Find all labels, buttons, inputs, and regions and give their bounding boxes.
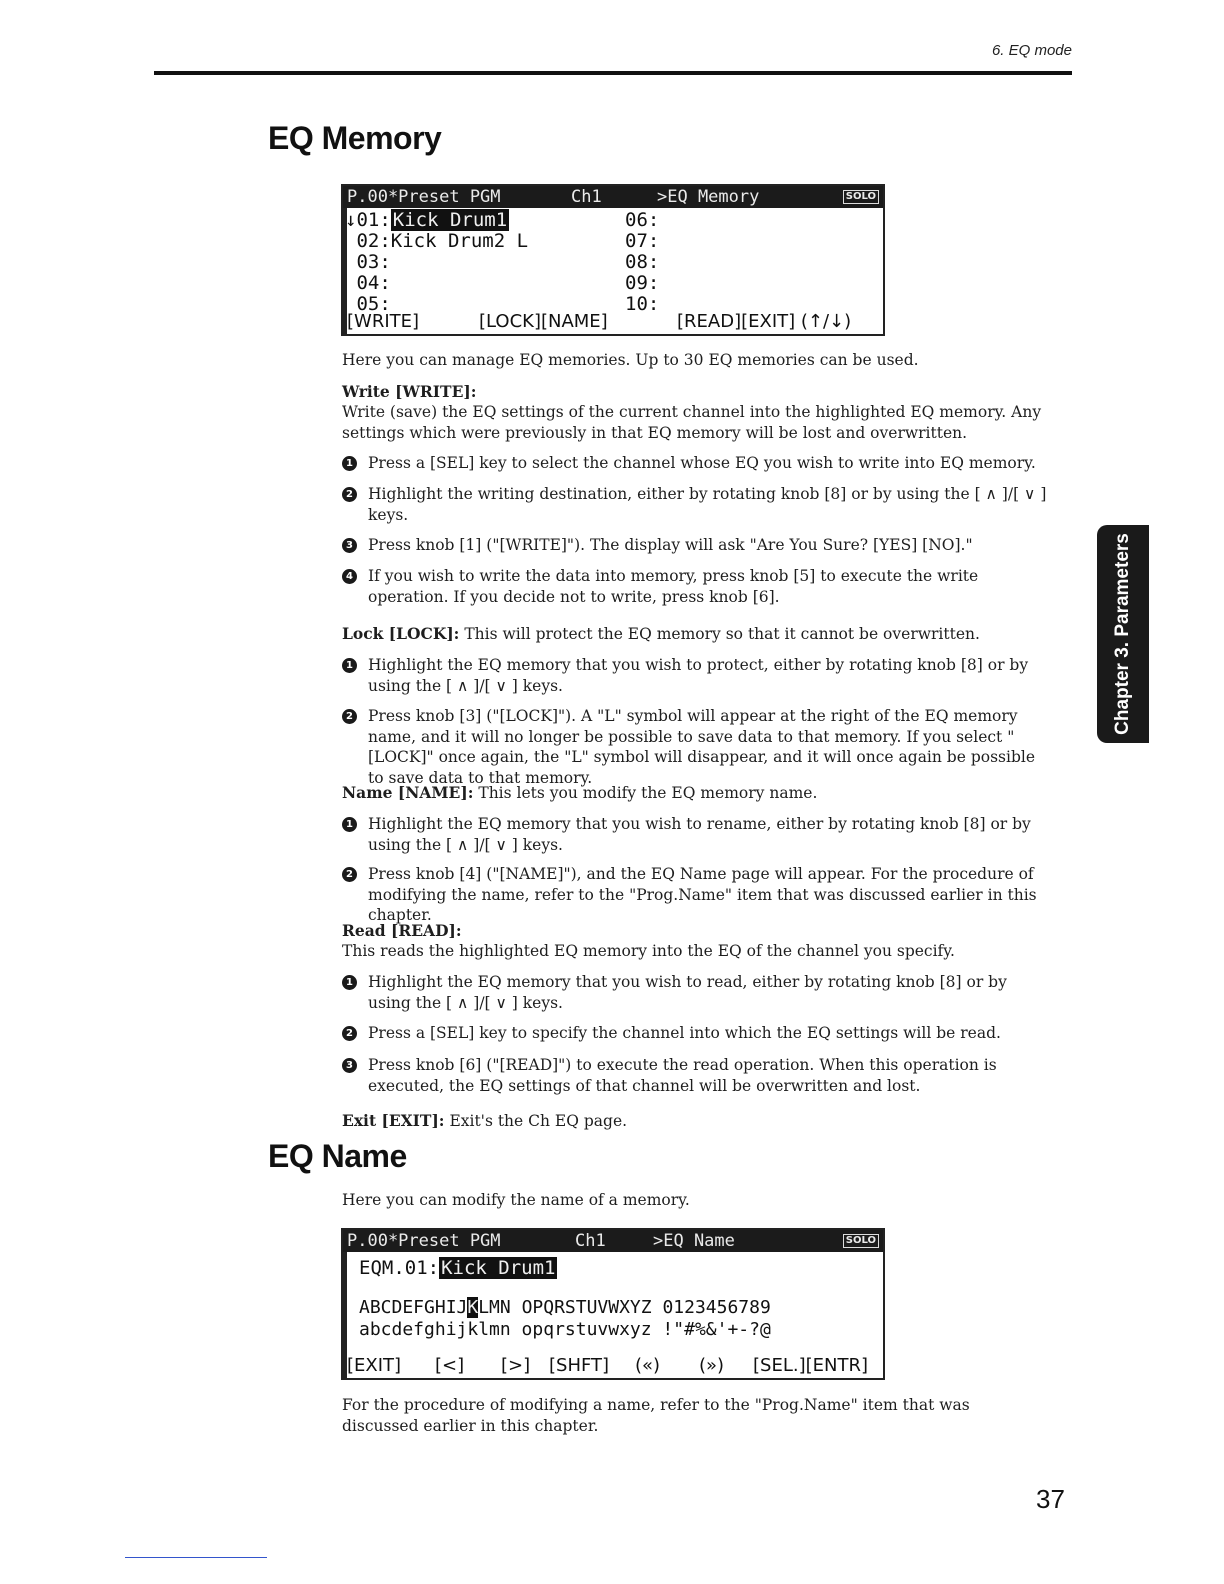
cursor-left-softkey[interactable]: [<] [435, 1355, 465, 1376]
read-step-1: 1 Highlight the EQ memory that you wish to read, either by rotating knob [8] or by using the [ ∧ ]/[ ∨ ] keys. [342, 972, 1050, 1013]
eq-memory-slot-09[interactable]: 09: [625, 272, 660, 294]
eq-name-intro: Here you can modify the name of a memory. [342, 1191, 690, 1209]
lcd-channel: Ch1 [575, 1231, 606, 1251]
eq-name-title: EQ Name [268, 1138, 407, 1174]
slot-label: 02: [345, 230, 391, 252]
slot-label: ↓01: [345, 209, 391, 231]
eq-memory-slot-06[interactable]: 06: [625, 209, 660, 231]
write-step-1: 1 Press a [SEL] key to select the channel whose EQ you wish to write into EQ memory. [342, 453, 1050, 474]
chapter-side-tab: Chapter 3. Parameters [1097, 525, 1149, 743]
name-value: Kick Drum1 [441, 1257, 556, 1279]
slot-name-highlighted: Kick Drum1 [392, 209, 508, 231]
lcd-page-name: >EQ Memory [657, 187, 760, 207]
exit-softkey[interactable]: [EXIT] [347, 1355, 402, 1376]
lowercase-char-row[interactable]: abcdefghijklmn opqrstuvwxyz !"#%&'+-?@ [359, 1319, 771, 1340]
write-description: Write (save) the EQ settings of the current channel into the highlighted EQ memory. Any settings which were previously in that EQ memory will be lost and overwritten. [342, 403, 1042, 442]
header-rule [154, 71, 1072, 75]
sel-enter-softkeys[interactable]: [SEL.][ENTR] [753, 1355, 868, 1376]
read-exit-softkeys[interactable]: [READ][EXIT] (↑/↓) [677, 311, 852, 332]
cursor-right-softkey[interactable]: [>] [501, 1355, 531, 1376]
header-chapter-label: 6. EQ mode [991, 42, 1072, 59]
write-step-4: 4 If you wish to write the data into memory, press knob [5] to execute the write operation. If you decide not to write, press knob [6]. [342, 566, 1050, 607]
lcd-page-name: >EQ Name [653, 1231, 735, 1251]
eq-memory-slot-07[interactable]: 07: [625, 230, 660, 252]
lock-step-1: 1 Highlight the EQ memory that you wish to protect, either by rotating knob [8] or by using the [ ∧ ]/[ ∨ ] keys. [342, 655, 1050, 696]
lock-paragraph: Lock [LOCK]: This will protect the EQ memory so that it cannot be overwritten. [342, 624, 980, 643]
eq-memory-slot-08[interactable]: 08: [625, 251, 660, 273]
slot-label: 03: [345, 251, 391, 273]
eq-name-lcd [341, 1228, 885, 1380]
write-step-2: 2 Highlight the writing destination, either by rotating knob [8] or by using the [ ∧ ]/[ ∨ ] keys. [342, 484, 1050, 525]
name-paragraph: Name [NAME]: This lets you modify the EQ memory name. [342, 783, 818, 802]
write-step-3: 3 Press knob [1] ("[WRITE]"). The display will ask "Are You Sure? [YES] [NO]." [342, 535, 1050, 556]
uppercase-char-row[interactable]: ABCDEFGHIJKLMN OPQRSTUVWXYZ 0123456789 [359, 1297, 771, 1318]
name-step-2: 2 Press knob [4] ("[NAME]"), and the EQ Name page will appear. For the procedure of modifying the name, refer to the "Prog.Name" item that was discussed earlier in this chapter. [342, 864, 1050, 926]
name-step-1: 1 Highlight the EQ memory that you wish to rename, either by rotating knob [8] or by using the [ ∧ ]/[ ∨ ] keys. [342, 814, 1050, 855]
solo-indicator: SOLO [843, 190, 879, 204]
slot-label: 05: [345, 293, 391, 315]
eq-memory-intro: Here you can manage EQ memories. Up to 30 EQ memories can be used. [342, 351, 919, 369]
page-number: 37 [1036, 1484, 1065, 1514]
lock-step-2: 2 Press knob [3] ("[LOCK]"). A "L" symbol will appear at the right of the EQ memory name, and it will no longer be possible to save data to that memory. If you select "[LOCK]" once again, the "L" symbol will disappear, and it will once again be possible to save data to that memory. [342, 706, 1050, 788]
slot-label: 04: [345, 272, 391, 294]
solo-indicator: SOLO [843, 1234, 879, 1248]
eq-memory-slot-03[interactable] [345, 252, 391, 272]
scroll-back-softkey[interactable]: («) [635, 1355, 661, 1376]
eq-memory-lcd [341, 184, 885, 336]
eq-memory-slot-04[interactable] [345, 273, 391, 293]
selected-char[interactable]: K [467, 1297, 479, 1318]
read-description: This reads the highlighted EQ memory into the EQ of the channel you specify. [342, 942, 955, 960]
lcd-soft-keys [343, 312, 883, 334]
eq-memory-slot-02[interactable] [345, 231, 528, 251]
lock-symbol: L [516, 230, 529, 252]
write-softkey[interactable]: [WRITE] [347, 311, 420, 332]
read-heading: Read [READ]: [342, 921, 462, 940]
exit-paragraph: Exit [EXIT]: Exit's the Ch EQ page. [342, 1111, 628, 1130]
scroll-forward-softkey[interactable]: (») [699, 1355, 725, 1376]
lcd-channel: Ch1 [571, 187, 602, 207]
eq-name-outro: For the procedure of modifying a name, refer to the "Prog.Name" item that was discussed earlier in this chapter. [342, 1396, 970, 1435]
shift-softkey[interactable]: [SHFT] [549, 1355, 610, 1376]
slot-name: Kick Drum2 [390, 230, 506, 252]
eq-memory-slot-01[interactable] [345, 210, 509, 230]
lcd-preset: P.00*Preset PGM [347, 1231, 501, 1251]
read-step-3: 3 Press knob [6] ("[READ]") to execute the read operation. When this operation is executed, the EQ settings of that channel will be overwritten and lost. [342, 1055, 1050, 1096]
write-heading: Write [WRITE]: [342, 382, 477, 401]
name-field[interactable] [359, 1258, 557, 1278]
read-step-2: 2 Press a [SEL] key to specify the channel into which the EQ settings will be read. [342, 1023, 1050, 1044]
footer-rule [125, 1557, 267, 1558]
lcd-title-bar [343, 186, 883, 208]
lcd-preset: P.00*Preset PGM [347, 187, 501, 207]
eq-memory-slot-10[interactable]: 10: [625, 293, 660, 315]
lock-name-softkeys[interactable]: [LOCK][NAME] [479, 311, 608, 332]
lcd-soft-keys [343, 1356, 883, 1378]
eq-memory-title: EQ Memory [268, 120, 442, 156]
lcd-title-bar [343, 1230, 883, 1252]
name-label: EQM.01: [359, 1257, 440, 1279]
